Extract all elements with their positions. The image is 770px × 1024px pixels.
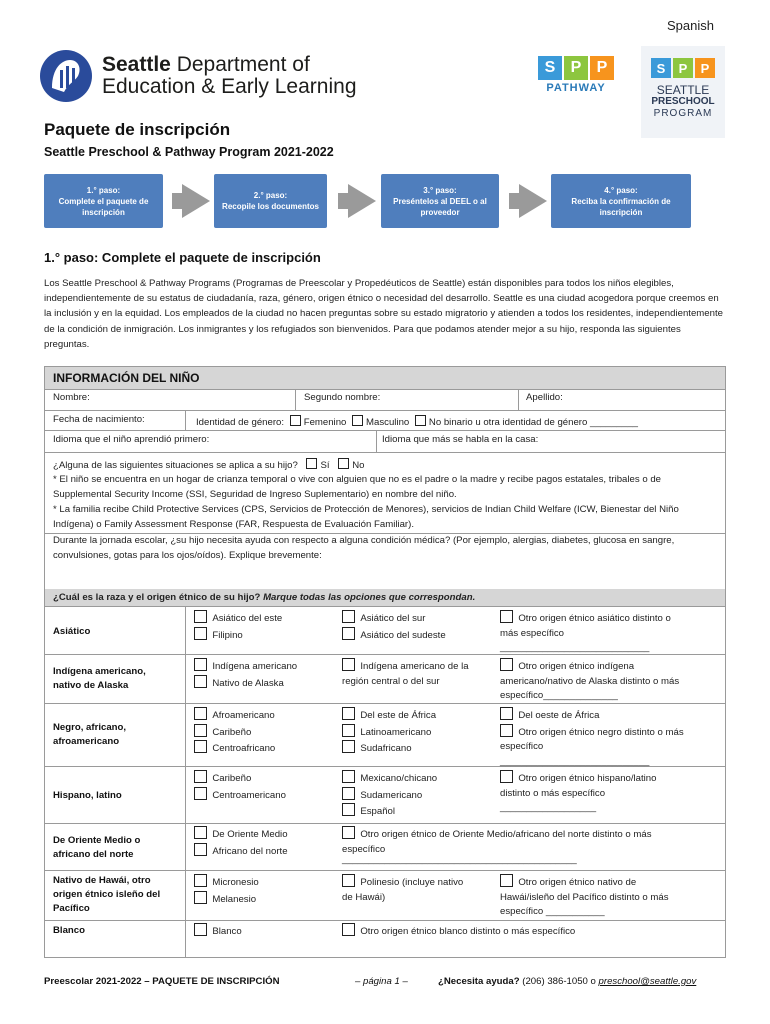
race-pacific-col2: Polinesio (incluye nativo de Hawái) [342,874,463,905]
seattle-seal-icon [38,48,94,104]
footer-left: Preescolar 2021-2022 – PAQUETE DE INSCRIPCIÓN [44,976,280,987]
race-question: ¿Cuál es la raza y el origen étnico de su hijo? Marque todas las opciones que correspondan. [53,592,476,603]
asian-southeast-checkbox[interactable] [342,627,355,640]
gender-nonbinary-checkbox[interactable] [415,415,426,426]
spp-tile-p2: P [590,56,614,80]
step-2: 2.° paso: Recopile los documentos [214,174,327,228]
hispanic-other-checkbox[interactable] [500,770,513,783]
native-other-checkbox[interactable] [500,658,513,671]
dob-label[interactable]: Fecha de nacimiento: [53,414,145,425]
org-name-line2: Education & Early Learning [102,75,357,98]
race-asian-col3: Otro origen étnico asiático distinto o más específico ____________________________ [500,610,671,656]
alaska-native-checkbox[interactable] [194,675,207,688]
latin-american-black-checkbox[interactable] [342,724,355,737]
language-label: Spanish [667,18,714,33]
spp-program-logo [641,46,725,138]
race-mideast-col1: De Oriente Medio Africano del norte [194,826,288,859]
race-black-col3: Del oeste de África Otro origen étnico negro distinto o más específico ____________________________ [500,707,684,769]
race-black-label: Negro, africano, afroamericano [53,722,127,747]
page-title: Paquete de inscripción [44,120,231,139]
race-hispanic-label: Hispano, latino [53,790,122,801]
race-hispanic-col3: Otro origen étnico hispano/latino distinto o más específico __________________ [500,770,656,816]
south-american-checkbox[interactable] [342,787,355,800]
west-african-checkbox[interactable] [500,707,513,720]
spp-program-text: SEATTLE PRESCHOOL PROGRAM [651,83,715,119]
home-language-label[interactable]: Idioma que más se habla en la casa: [382,434,539,445]
race-white-col1: Blanco [194,923,242,940]
situations-yes-label: Sí [320,460,330,471]
arrow-2-icon [338,184,376,218]
gender-label: Identidad de género: [196,417,285,428]
race-hispanic-col2: Mexicano/chicano Sudamericano Español [342,770,437,820]
race-black-col2: Del este de África Latinoamericano Sudafricano [342,707,436,757]
caribbean-hispanic-checkbox[interactable] [194,770,207,783]
spp-program-tile-s: S [651,58,671,78]
race-asian-col1: Asiático del este Filipino [194,610,282,643]
mideast-other-checkbox[interactable] [342,826,355,839]
spp-pathway-logo [538,56,614,94]
spanish-checkbox[interactable] [342,803,355,816]
spp-program-tile-p2: P [695,58,715,78]
gender-male-checkbox[interactable] [352,415,363,426]
gender-female-checkbox[interactable] [290,415,301,426]
race-native-col1: Indígena americano Nativo de Alaska [194,658,297,691]
situation-note-1: * El niño se encuentra en un hogar de crianza temporal o vive con alguien que no es el padre o la madre y recibe pagos estatales, tribales o de Supplemental Security Income (SSI, Seguridad de Ingreso Suplementario) en nombre del niño. [53,474,661,500]
race-native-label: Indígena americano, nativo de Alaska [53,666,146,691]
situations-yes-checkbox[interactable] [306,458,317,469]
intro-paragraph: Los Seattle Preschool & Pathway Programs (Programas de Preescolar y Propedéuticos de Seattle) están disponibles para todos los niños elegibles, independientemente de su estatus de ciudadanía, raza, género, origen étnico o necesidad del desarrollo. Seattle es una ciudad acogedora porque creemos en la inclusión y en la equidad. Los empleados de la ciudad no hacen preguntas sobre su estado migratorio y atienden a todos los residentes, independientemente de la condición de inmigración. Los inmigrantes y los refugiados son bienvenidos. Para que podamos atender mejor a su hijo, responda las siguientes preguntas. [44,278,723,350]
race-question-row [45,589,725,606]
race-mideast-col2: Otro origen étnico de Oriente Medio/africano del norte distinto o más específico ____________________________________________ [342,826,712,868]
african-american-checkbox[interactable] [194,707,207,720]
american-indian-checkbox[interactable] [194,658,207,671]
gender-male-label: Masculino [366,417,410,428]
spp-tile-p1: P [564,56,588,80]
race-white-label: Blanco [53,925,85,936]
race-white-col2: Otro origen étnico blanco distinto o más específico [342,923,575,940]
step-1: 1.° paso: Complete el paquete de inscripción [44,174,163,228]
central-african-checkbox[interactable] [194,740,207,753]
step-4: 4.° paso: Reciba la confirmación de inscripción [551,174,691,228]
race-native-col2: Indígena americano de la región central o del sur [342,658,469,689]
situation-note-2: * La familia recibe Child Protective Services (CPS, Servicios de Protección de Menores), servicios de Indian Child Welfare (ICW, Bienestar del Niño Indígena) o Family Assessment Response (FAR, Respuesta de Evaluación Familiar). [53,504,679,530]
north-african-checkbox[interactable] [194,843,207,856]
arrow-3-icon [509,184,547,218]
black-other-checkbox[interactable] [500,724,513,737]
pathway-label: PATHWAY [546,82,606,94]
middle-name-label[interactable]: Segundo nombre: [304,392,381,403]
medical-question[interactable]: Durante la jornada escolar, ¿su hijo necesita ayuda con respecto a alguna condición médica? (Por ejemplo, alergias, diabetes, glucosa en sangre, convulsiones, gotas para los ojos/oídos). Explique brevemente: [53,535,675,561]
footer-help: ¿Necesita ayuda? (206) 386-1050 o preschool@seattle.gov [438,976,697,987]
race-mideast-label: De Oriente Medio o africano del norte [53,835,141,860]
race-hispanic-col1: Caribeño Centroamericano [194,770,286,803]
situations-no-label: No [352,460,365,471]
mexican-checkbox[interactable] [342,770,355,783]
polynesian-checkbox[interactable] [342,874,355,887]
deel-logo [38,48,357,104]
race-black-col1: Afroamericano Caribeño Centroafricano [194,707,275,757]
melanesian-checkbox[interactable] [194,891,207,904]
caribbean-black-checkbox[interactable] [194,724,207,737]
child-info-form [44,366,726,958]
gender-nonbinary-label: No binario u otra identidad de género _________ [428,417,639,428]
spp-tile-s: S [538,56,562,80]
last-name-label[interactable]: Apellido: [526,392,563,403]
race-native-col3: Otro origen étnico indígena americano/nativo de Alaska distinto o más específico______________ [500,658,679,704]
first-language-label[interactable]: Idioma que el niño aprendió primero: [53,434,210,445]
page-subtitle: Seattle Preschool & Pathway Program 2021-2022 [44,145,334,159]
child-info-heading-row [45,367,725,389]
filipino-checkbox[interactable] [194,627,207,640]
race-asian-label: Asiático [53,626,91,637]
situations-no-checkbox[interactable] [338,458,349,469]
asian-east-checkbox[interactable] [194,610,207,623]
spp-program-tile-p1: P [673,58,693,78]
micronesian-checkbox[interactable] [194,874,207,887]
middle-eastern-checkbox[interactable] [194,826,207,839]
situations-question: ¿Alguna de las siguientes situaciones se aplica a su hijo? Sí No [53,460,365,471]
east-african-checkbox[interactable] [342,707,355,720]
first-name-label[interactable]: Nombre: [53,392,90,403]
step-3: 3.° paso: Preséntelos al DEEL o al proveedor [381,174,499,228]
race-pacific-col1: Micronesio Melanesio [194,874,259,907]
indigenous-latin-checkbox[interactable] [342,658,355,671]
section-1-title: 1.° paso: Complete el paquete de inscripción [44,250,321,265]
gender-female-label: Femenino [303,417,347,428]
race-pacific-col3: Otro origen étnico nativo de Hawái/isleño del Pacífico distinto o más específico ___________ [500,874,669,920]
race-asian-col2: Asiático del sur Asiático del sudeste [342,610,446,643]
footer-page-number: – página 1 – [355,976,408,987]
race-pacific-label: Nativo de Hawái, otro origen étnico isleño del Pacífico [53,875,161,914]
white-checkbox[interactable] [194,923,207,936]
south-african-checkbox[interactable] [342,740,355,753]
central-american-checkbox[interactable] [194,787,207,800]
child-info-heading: INFORMACIÓN DEL NIÑO [53,371,200,385]
white-other-checkbox[interactable] [342,923,355,936]
asian-other-checkbox[interactable] [500,610,513,623]
pacific-other-checkbox[interactable] [500,874,513,887]
org-name-line1: Seattle Department of [102,53,310,76]
footer-email-link[interactable]: preschool@seattle.gov [598,976,697,987]
arrow-1-icon [172,184,210,218]
asian-south-checkbox[interactable] [342,610,355,623]
gender-row [196,415,638,431]
